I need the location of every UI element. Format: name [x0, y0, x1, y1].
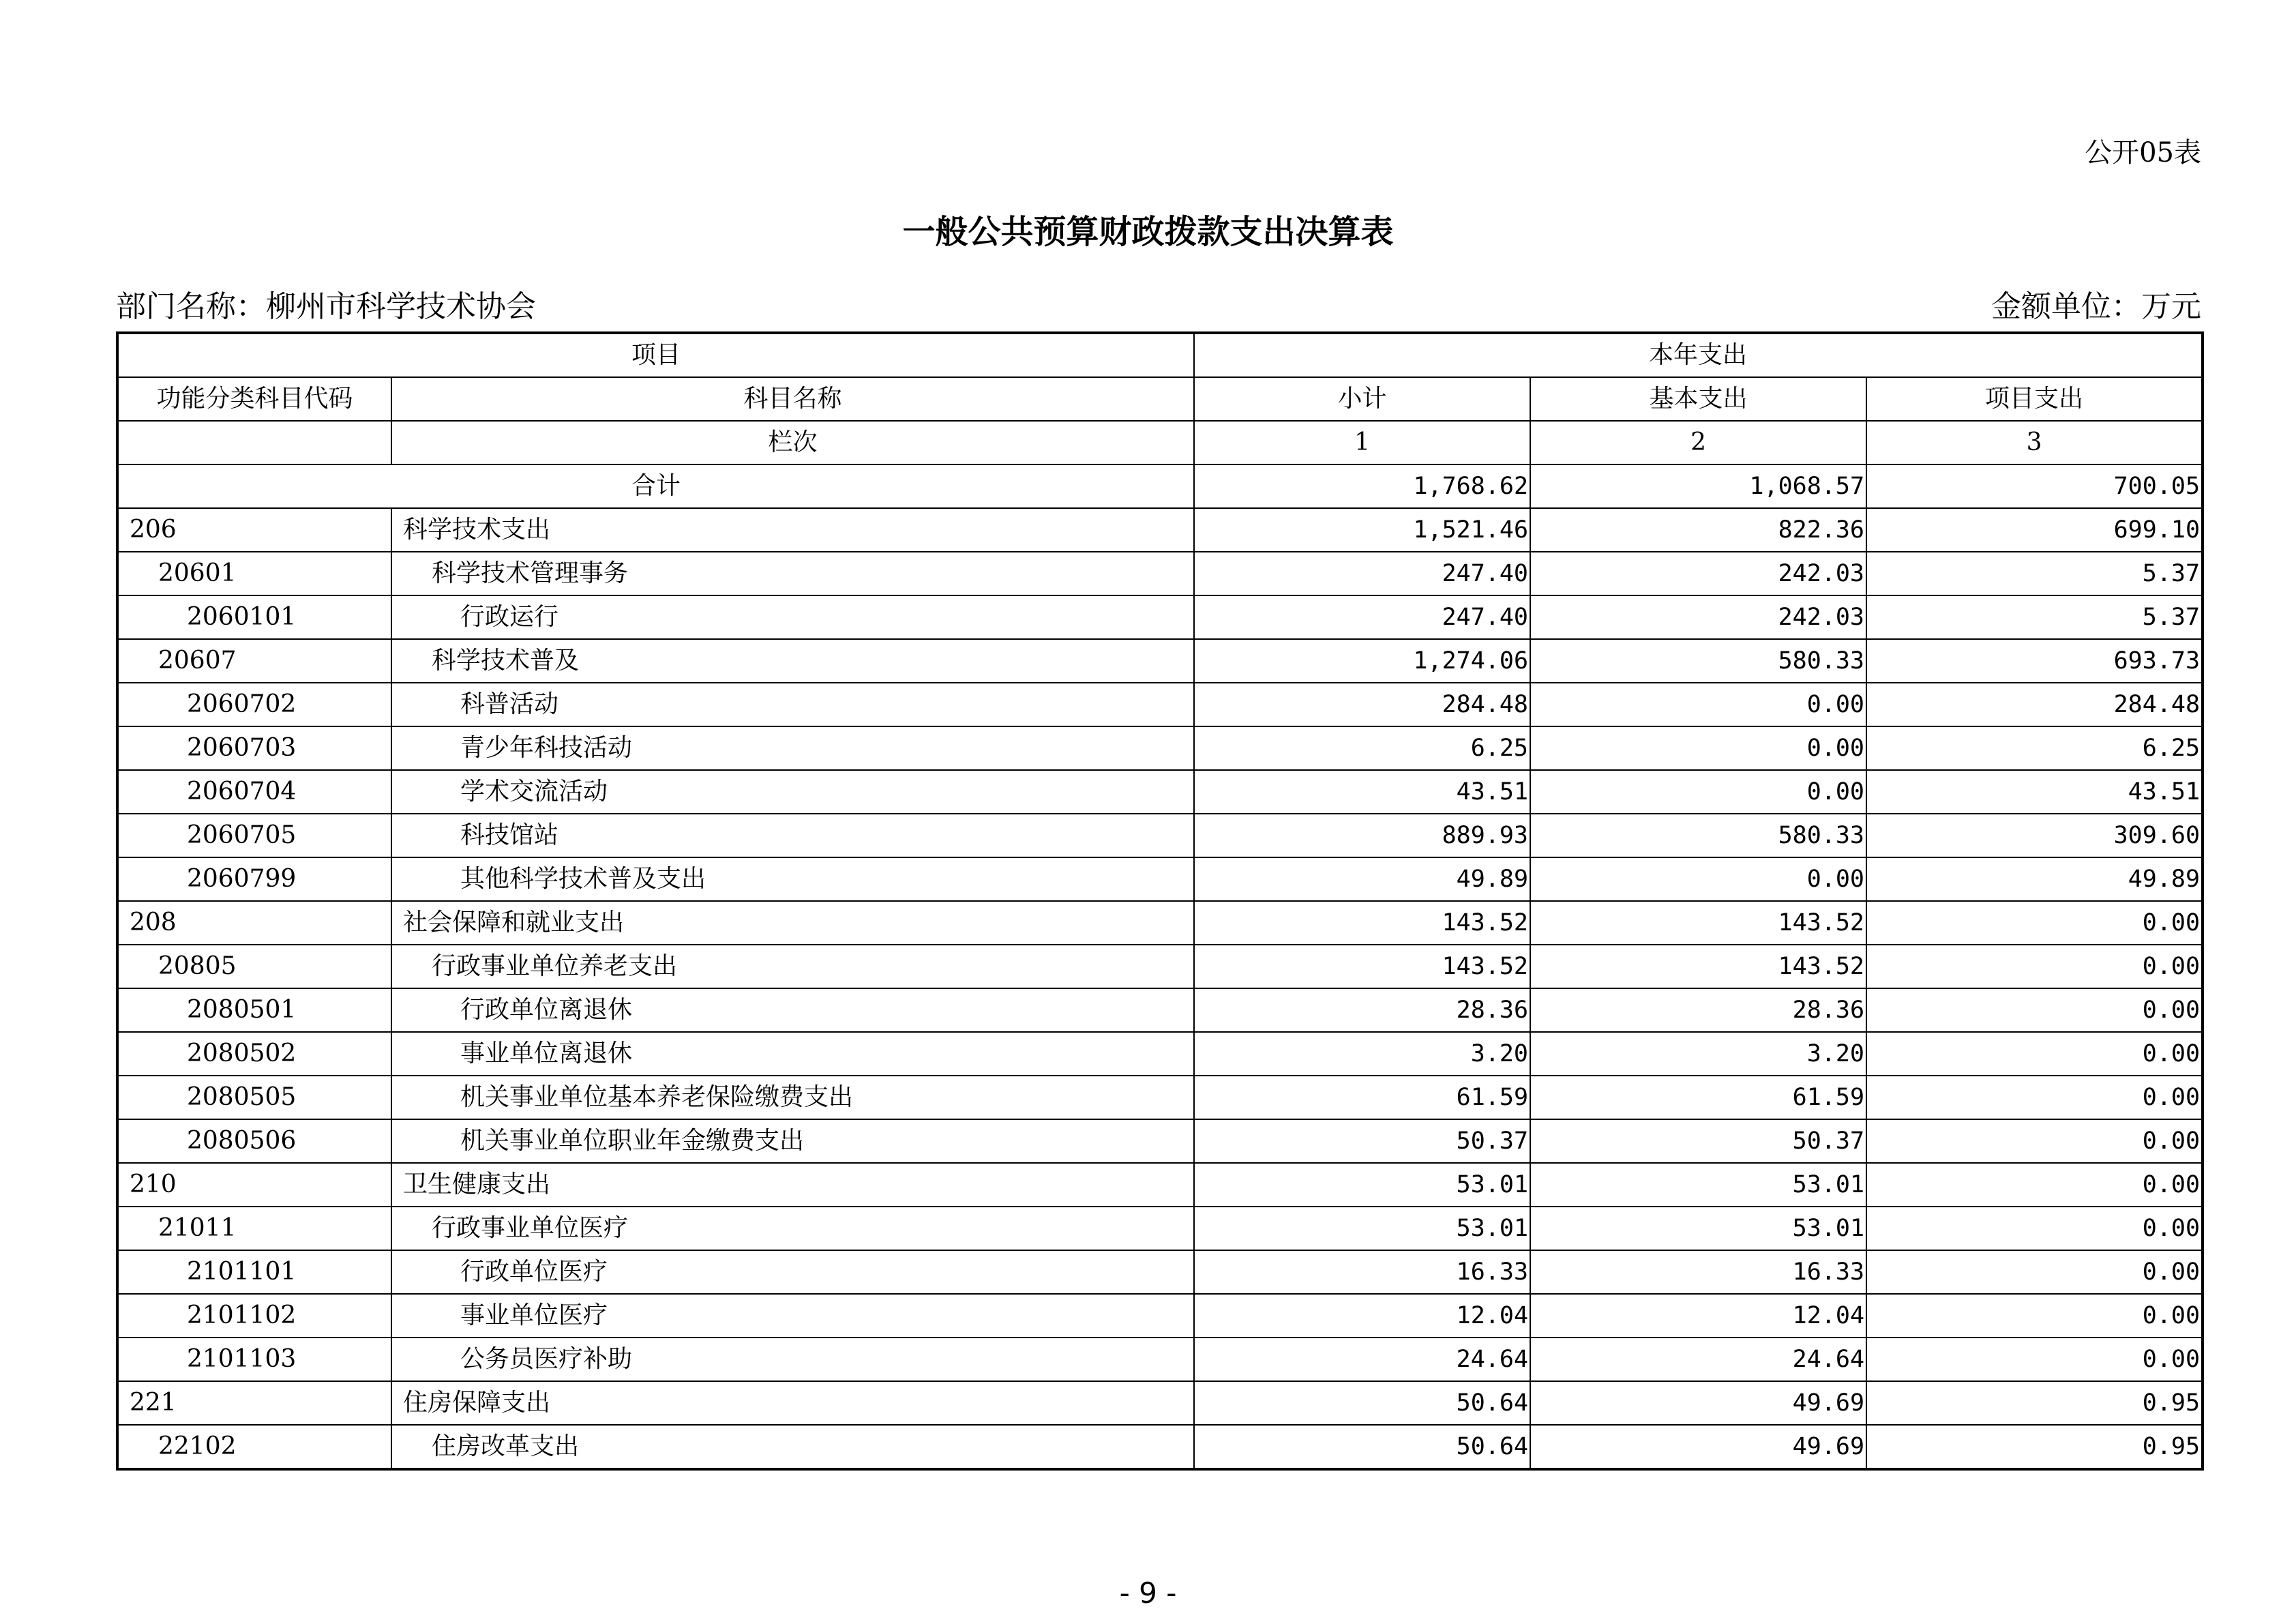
- row-project: 43.51: [1866, 770, 2203, 814]
- row-name: 事业单位离退休: [391, 1032, 1194, 1076]
- row-subtotal: 1,521.46: [1194, 508, 1530, 552]
- row-name: 行政事业单位医疗: [391, 1207, 1194, 1250]
- row-name: 学术交流活动: [391, 770, 1194, 814]
- row-subtotal: 6.25: [1194, 726, 1530, 770]
- column-number-1: 1: [1194, 421, 1530, 464]
- row-basic: 242.03: [1530, 595, 1866, 639]
- row-project: 6.25: [1866, 726, 2203, 770]
- row-basic: 12.04: [1530, 1294, 1866, 1338]
- header-row-1: [117, 333, 2203, 377]
- table-row: [117, 1119, 2203, 1163]
- row-project: 0.00: [1866, 901, 2203, 945]
- table-row: [117, 552, 2203, 595]
- row-basic: 61.59: [1530, 1076, 1866, 1119]
- row-project: 0.00: [1866, 1119, 2203, 1163]
- row-code: 2080502: [117, 1032, 391, 1076]
- header-name: 科目名称: [391, 377, 1194, 421]
- row-basic: 53.01: [1530, 1207, 1866, 1250]
- table-row: [117, 726, 2203, 770]
- row-subtotal: 247.40: [1194, 595, 1530, 639]
- row-name: 行政运行: [391, 595, 1194, 639]
- row-project: 0.00: [1866, 988, 2203, 1032]
- table-row: [117, 595, 2203, 639]
- row-basic: 50.37: [1530, 1119, 1866, 1163]
- header-basic: 基本支出: [1530, 377, 1866, 421]
- row-subtotal: 50.37: [1194, 1119, 1530, 1163]
- row-basic: 143.52: [1530, 901, 1866, 945]
- row-basic: 24.64: [1530, 1338, 1866, 1381]
- row-code: 20601: [117, 552, 391, 595]
- row-name: 科学技术管理事务: [391, 552, 1194, 595]
- row-basic: 53.01: [1530, 1163, 1866, 1207]
- row-name: 青少年科技活动: [391, 726, 1194, 770]
- total-project: 700.05: [1866, 464, 2203, 508]
- column-number-blank: [117, 421, 391, 464]
- row-code: 2060702: [117, 683, 391, 726]
- table-row: [117, 639, 2203, 683]
- row-basic: 0.00: [1530, 770, 1866, 814]
- column-number-row: [117, 421, 2203, 464]
- row-name: 住房保障支出: [391, 1381, 1194, 1425]
- row-name: 其他科学技术普及支出: [391, 857, 1194, 901]
- row-project: 284.48: [1866, 683, 2203, 726]
- row-code: 2060703: [117, 726, 391, 770]
- table-row: [117, 1381, 2203, 1425]
- table-row: [117, 1032, 2203, 1076]
- row-code: 2101101: [117, 1250, 391, 1294]
- row-project: 0.00: [1866, 1076, 2203, 1119]
- header-item: 项目: [117, 333, 1194, 377]
- table-row: [117, 901, 2203, 945]
- total-basic: 1,068.57: [1530, 464, 1866, 508]
- row-subtotal: 143.52: [1194, 945, 1530, 988]
- row-code: 210: [117, 1163, 391, 1207]
- row-name: 科学技术支出: [391, 508, 1194, 552]
- row-basic: 28.36: [1530, 988, 1866, 1032]
- column-number-3: 3: [1866, 421, 2203, 464]
- row-project: 0.00: [1866, 1338, 2203, 1381]
- row-name: 住房改革支出: [391, 1425, 1194, 1469]
- row-basic: 580.33: [1530, 639, 1866, 683]
- row-project: 0.00: [1866, 1294, 2203, 1338]
- row-code: 2060704: [117, 770, 391, 814]
- row-code: 2080501: [117, 988, 391, 1032]
- table-row: [117, 814, 2203, 857]
- row-project: 5.37: [1866, 595, 2203, 639]
- total-row: [117, 464, 2203, 508]
- header-code: 功能分类科目代码: [117, 377, 391, 421]
- total-subtotal: 1,768.62: [1194, 464, 1530, 508]
- row-basic: 0.00: [1530, 683, 1866, 726]
- row-subtotal: 53.01: [1194, 1163, 1530, 1207]
- row-subtotal: 16.33: [1194, 1250, 1530, 1294]
- header-current-year: 本年支出: [1194, 333, 2203, 377]
- table-row: [117, 508, 2203, 552]
- row-subtotal: 43.51: [1194, 770, 1530, 814]
- table-row: [117, 1294, 2203, 1338]
- row-basic: 0.00: [1530, 726, 1866, 770]
- row-code: 2060705: [117, 814, 391, 857]
- row-subtotal: 284.48: [1194, 683, 1530, 726]
- row-code: 22102: [117, 1425, 391, 1469]
- column-number-label: 栏次: [391, 421, 1194, 464]
- row-name: 社会保障和就业支出: [391, 901, 1194, 945]
- row-subtotal: 1,274.06: [1194, 639, 1530, 683]
- row-basic: 0.00: [1530, 857, 1866, 901]
- row-basic: 242.03: [1530, 552, 1866, 595]
- table-row: [117, 770, 2203, 814]
- row-name: 事业单位医疗: [391, 1294, 1194, 1338]
- row-subtotal: 53.01: [1194, 1207, 1530, 1250]
- amount-unit: 金额单位：万元: [1991, 289, 2201, 324]
- table-row: [117, 1163, 2203, 1207]
- row-code: 21011: [117, 1207, 391, 1250]
- row-project: 0.00: [1866, 1207, 2203, 1250]
- row-project: 693.73: [1866, 639, 2203, 683]
- header-project: 项目支出: [1866, 377, 2203, 421]
- row-name: 机关事业单位职业年金缴费支出: [391, 1119, 1194, 1163]
- row-project: 0.00: [1866, 1032, 2203, 1076]
- table-row: [117, 1338, 2203, 1381]
- row-code: 2101102: [117, 1294, 391, 1338]
- row-code: 20805: [117, 945, 391, 988]
- row-subtotal: 61.59: [1194, 1076, 1530, 1119]
- row-subtotal: 50.64: [1194, 1425, 1530, 1469]
- row-name: 机关事业单位基本养老保险缴费支出: [391, 1076, 1194, 1119]
- table-row: [117, 1207, 2203, 1250]
- table-row: [117, 1250, 2203, 1294]
- row-project: 699.10: [1866, 508, 2203, 552]
- row-project: 309.60: [1866, 814, 2203, 857]
- table-row: [117, 857, 2203, 901]
- row-basic: 49.69: [1530, 1425, 1866, 1469]
- row-project: 49.89: [1866, 857, 2203, 901]
- table-row: [117, 988, 2203, 1032]
- row-code: 221: [117, 1381, 391, 1425]
- column-number-2: 2: [1530, 421, 1866, 464]
- header-row-2: [117, 377, 2203, 421]
- row-name: 行政单位医疗: [391, 1250, 1194, 1294]
- row-basic: 3.20: [1530, 1032, 1866, 1076]
- row-project: 0.00: [1866, 1163, 2203, 1207]
- budget-table: [116, 331, 2204, 1471]
- row-code: 20607: [117, 639, 391, 683]
- row-subtotal: 889.93: [1194, 814, 1530, 857]
- row-basic: 580.33: [1530, 814, 1866, 857]
- row-subtotal: 247.40: [1194, 552, 1530, 595]
- row-project: 0.00: [1866, 945, 2203, 988]
- row-basic: 143.52: [1530, 945, 1866, 988]
- row-code: 2101103: [117, 1338, 391, 1381]
- row-name: 行政单位离退休: [391, 988, 1194, 1032]
- row-name: 公务员医疗补助: [391, 1338, 1194, 1381]
- form-number: 公开05表: [2085, 137, 2201, 168]
- row-subtotal: 12.04: [1194, 1294, 1530, 1338]
- row-basic: 822.36: [1530, 508, 1866, 552]
- row-code: 2060799: [117, 857, 391, 901]
- row-basic: 16.33: [1530, 1250, 1866, 1294]
- row-code: 2080506: [117, 1119, 391, 1163]
- row-project: 0.95: [1866, 1425, 2203, 1469]
- row-code: 206: [117, 508, 391, 552]
- row-project: 0.95: [1866, 1381, 2203, 1425]
- table-row: [117, 1076, 2203, 1119]
- row-subtotal: 50.64: [1194, 1381, 1530, 1425]
- row-subtotal: 24.64: [1194, 1338, 1530, 1381]
- page-number: - 9 -: [1119, 1576, 1177, 1610]
- row-subtotal: 28.36: [1194, 988, 1530, 1032]
- row-name: 科技馆站: [391, 814, 1194, 857]
- total-label: 合计: [117, 464, 1194, 508]
- row-name: 科普活动: [391, 683, 1194, 726]
- row-name: 科学技术普及: [391, 639, 1194, 683]
- row-name: 行政事业单位养老支出: [391, 945, 1194, 988]
- row-subtotal: 143.52: [1194, 901, 1530, 945]
- header-subtotal: 小计: [1194, 377, 1530, 421]
- document-title: 一般公共预算财政拨款支出决算表: [902, 213, 1394, 251]
- row-basic: 49.69: [1530, 1381, 1866, 1425]
- row-project: 0.00: [1866, 1250, 2203, 1294]
- row-code: 208: [117, 901, 391, 945]
- row-code: 2060101: [117, 595, 391, 639]
- table-row: [117, 1425, 2203, 1469]
- table-row: [117, 945, 2203, 988]
- table-row: [117, 683, 2203, 726]
- row-name: 卫生健康支出: [391, 1163, 1194, 1207]
- row-subtotal: 3.20: [1194, 1032, 1530, 1076]
- row-code: 2080505: [117, 1076, 391, 1119]
- row-project: 5.37: [1866, 552, 2203, 595]
- department-name: 部门名称：柳州市科学技术协会: [116, 289, 536, 324]
- row-subtotal: 49.89: [1194, 857, 1530, 901]
